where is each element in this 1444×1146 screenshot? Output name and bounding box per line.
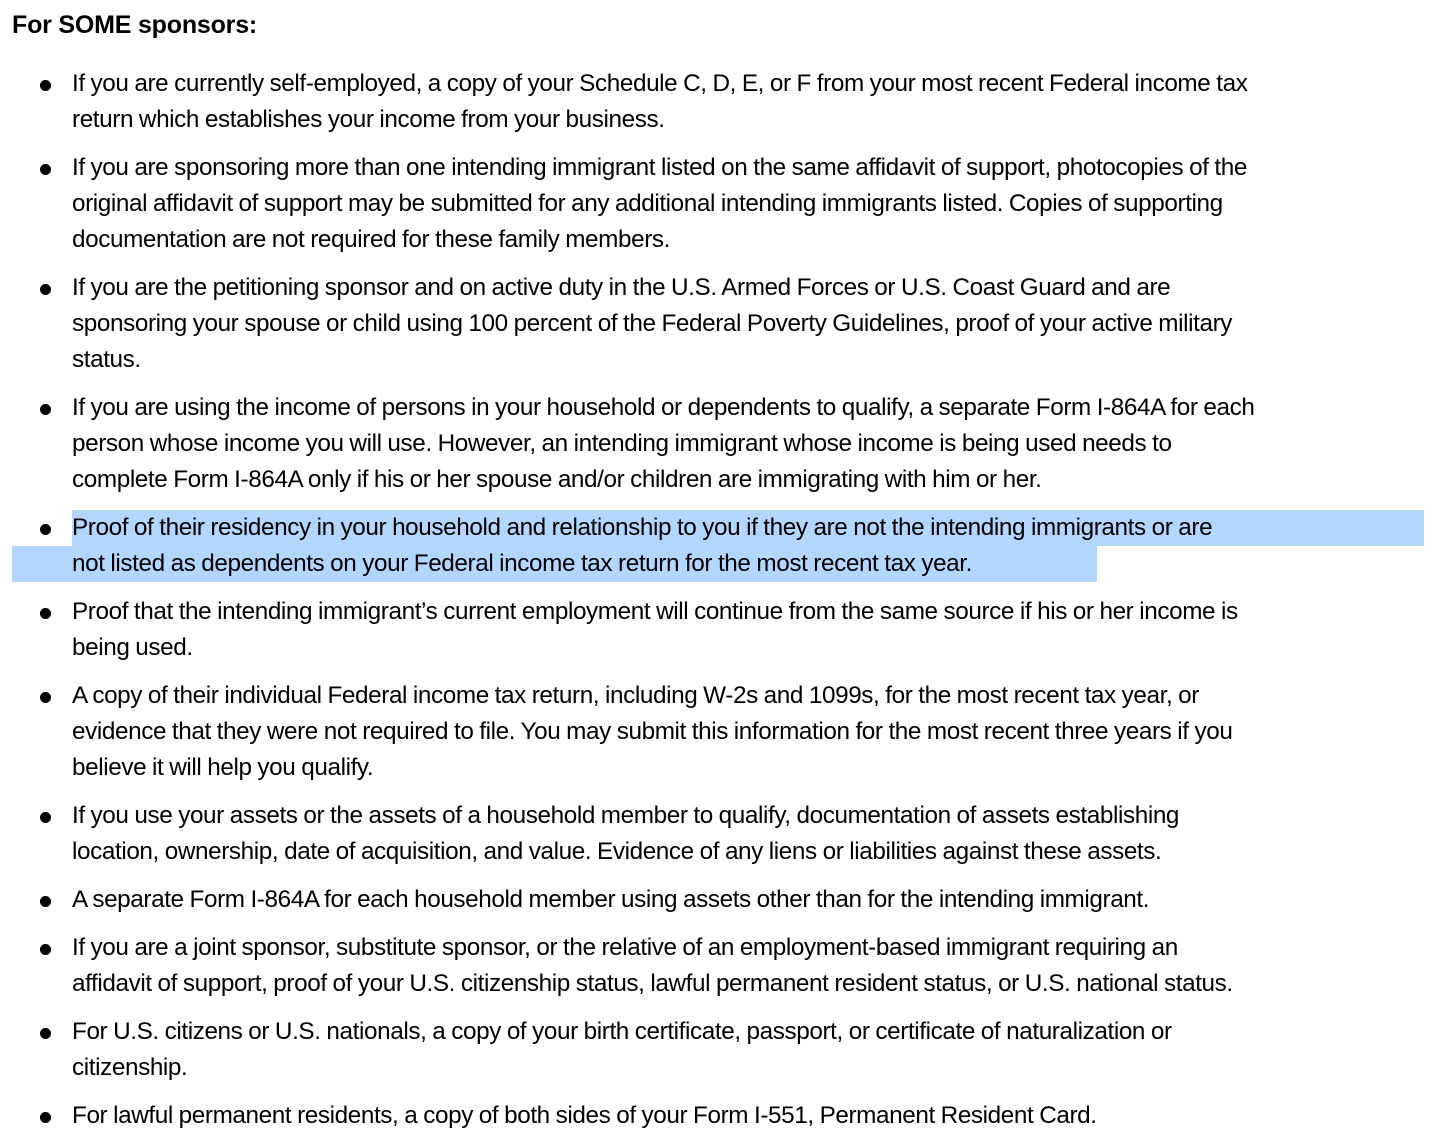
text-line: For lawful permanent residents, a copy of both sides of your Form I-551, Permanent Resident Card. [72, 1102, 1097, 1129]
bullet-icon [40, 812, 51, 823]
text-line: If you are a joint sponsor, substitute sponsor, or the relative of an employment-based immigrant requiring an [72, 934, 1178, 961]
text-line: not listed as dependents on your Federal income tax return for the most recent tax year. [72, 550, 972, 577]
text-line: If you are currently self-employed, a copy of your Schedule C, D, E, or F from your most recent Federal income tax [72, 70, 1248, 97]
text-line: If you are the petitioning sponsor and on active duty in the U.S. Armed Forces or U.S. Coast Guard and are [72, 274, 1171, 301]
list-item-text [72, 1098, 1427, 1134]
list-item-text [72, 150, 1427, 258]
bullet-icon [40, 944, 51, 955]
list-item-text [72, 798, 1427, 870]
text-line: Proof that the intending immigrant’s current employment will continue from the same source if his or her income is [72, 598, 1238, 625]
section-heading: For SOME sponsors: [12, 11, 258, 39]
list-item-text [72, 270, 1427, 378]
text-line: status. [72, 346, 141, 373]
text-line: location, ownership, date of acquisition, and value. Evidence of any liens or liabilities against these assets. [72, 838, 1162, 865]
list-item-text [72, 882, 1427, 918]
list-item-text [72, 678, 1427, 786]
bullet-icon [40, 608, 51, 619]
list-item-text [72, 594, 1427, 666]
text-line: If you are sponsoring more than one intending immigrant listed on the same affidavit of support, photocopies of the [72, 154, 1247, 181]
text-line: believe it will help you qualify. [72, 754, 374, 781]
text-line: affidavit of support, proof of your U.S. citizenship status, lawful permanent resident status, or U.S. national status. [72, 970, 1233, 997]
text-line: being used. [72, 634, 193, 661]
list-item-text [72, 930, 1427, 1002]
bullet-icon [40, 1112, 51, 1123]
text-line: complete Form I-864A only if his or her spouse and/or children are immigrating with him or her. [72, 466, 1042, 493]
bullet-icon [40, 164, 51, 175]
text-line: A separate Form I-864A for each household member using assets other than for the intending immigrant. [72, 886, 1150, 913]
list-item-text [72, 1014, 1427, 1086]
text-line: citizenship. [72, 1054, 188, 1081]
list-item-text [72, 66, 1427, 138]
bullet-icon [40, 80, 51, 91]
list-item-text [72, 510, 1427, 582]
text-line: evidence that they were not required to file. You may submit this information for the most recent three years if you [72, 718, 1233, 745]
text-line: A copy of their individual Federal income tax return, including W-2s and 1099s, for the most recent tax year, or [72, 682, 1199, 709]
text-line: person whose income you will use. However, an intending immigrant whose income is being used needs to [72, 430, 1172, 457]
text-line: If you use your assets or the assets of a household member to qualify, documentation of assets establishing [72, 802, 1180, 829]
bullet-icon [40, 284, 51, 295]
bullet-icon [40, 692, 51, 703]
text-line: documentation are not required for these family members. [72, 226, 671, 253]
bullet-icon [40, 1028, 51, 1039]
bullet-icon [40, 404, 51, 415]
bullet-icon [40, 896, 51, 907]
text-line: Proof of their residency in your household and relationship to you if they are not the intending immigrants or are [72, 514, 1213, 541]
list-item-text [72, 390, 1427, 498]
text-line: original affidavit of support may be submitted for any additional intending immigrants listed. Copies of supporting [72, 190, 1223, 217]
text-line: return which establishes your income from your business. [72, 106, 665, 133]
text-line: For U.S. citizens or U.S. nationals, a copy of your birth certificate, passport, or certificate of naturalization or [72, 1018, 1172, 1045]
text-line: If you are using the income of persons in your household or dependents to qualify, a separate Form I-864A for each [72, 394, 1255, 421]
text-line: sponsoring your spouse or child using 100 percent of the Federal Poverty Guidelines, proof of your active military [72, 310, 1233, 337]
bullet-icon [40, 524, 51, 535]
